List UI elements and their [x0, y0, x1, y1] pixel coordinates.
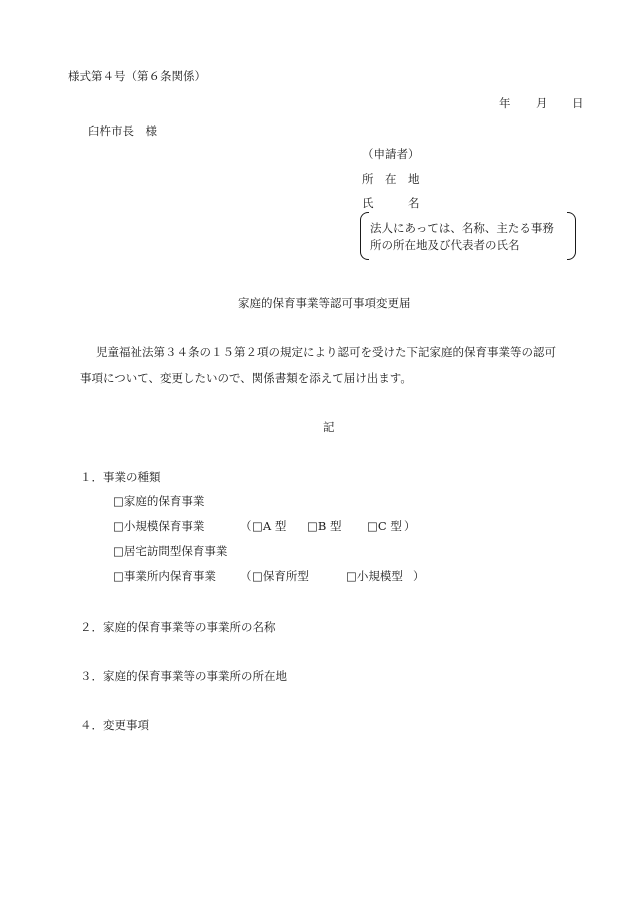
- checkbox-type-c[interactable]: □C 型: [367, 519, 402, 533]
- address-label: 所 在 地: [362, 172, 420, 186]
- section3-heading: ３．家庭的保育事業等の事業所の所在地: [80, 669, 287, 683]
- checkbox-katei-hoiku[interactable]: □家庭的保育事業: [113, 494, 205, 508]
- document-title: 家庭的保育事業等認可事項変更届: [238, 296, 411, 310]
- ki-label: 記: [323, 420, 335, 434]
- date-day-label: 日: [572, 96, 584, 110]
- name-label: 氏 名: [362, 196, 420, 210]
- body-line-1: 児童福祉法第３４条の１５第２項の規定により認可を受けた下記家庭的保育事業等の認可: [96, 345, 556, 359]
- corporate-note-line1: 法人にあっては、名称、主たる事務: [370, 221, 554, 235]
- paren-open-2: （: [240, 569, 252, 583]
- checkbox-type-a[interactable]: □A 型: [252, 519, 287, 533]
- left-bracket: [360, 212, 369, 260]
- paren-close: ）: [404, 519, 416, 533]
- paren-close-2: ）: [413, 569, 425, 583]
- section2-heading: ２．家庭的保育事業等の事業所の名称: [80, 620, 276, 634]
- addressee: 臼杵市長 様: [88, 124, 157, 138]
- body-line-2: 事項について、変更したいので、関係書類を添えて届け出ます。: [80, 371, 412, 385]
- checkbox-shokibo-type[interactable]: □小規模型: [346, 569, 403, 583]
- corporate-note-line2: 所の所在地及び代表者の氏名: [370, 238, 520, 252]
- section1-heading: １．事業の種類: [80, 470, 161, 484]
- paren-open: （: [240, 519, 252, 533]
- form-number: 様式第４号（第６条関係）: [68, 69, 206, 83]
- applicant-heading: （申請者）: [362, 147, 420, 161]
- section4-heading: ４．変更事項: [80, 718, 149, 732]
- checkbox-shokibo-hoiku[interactable]: □小規模保育事業: [113, 519, 205, 533]
- corporate-note-text: [370, 220, 554, 254]
- date-month-label: 月: [536, 96, 548, 110]
- corporate-note: [360, 212, 576, 260]
- date-year-label: 年: [499, 96, 511, 110]
- checkbox-hoikusho-type[interactable]: □保育所型: [252, 569, 309, 583]
- checkbox-jigyoshonai[interactable]: □事業所内保育事業: [113, 569, 216, 583]
- right-bracket: [567, 212, 576, 260]
- checkbox-kyotaku-homon[interactable]: □居宅訪問型保育事業: [113, 544, 228, 558]
- checkbox-type-b[interactable]: □B 型: [307, 519, 342, 533]
